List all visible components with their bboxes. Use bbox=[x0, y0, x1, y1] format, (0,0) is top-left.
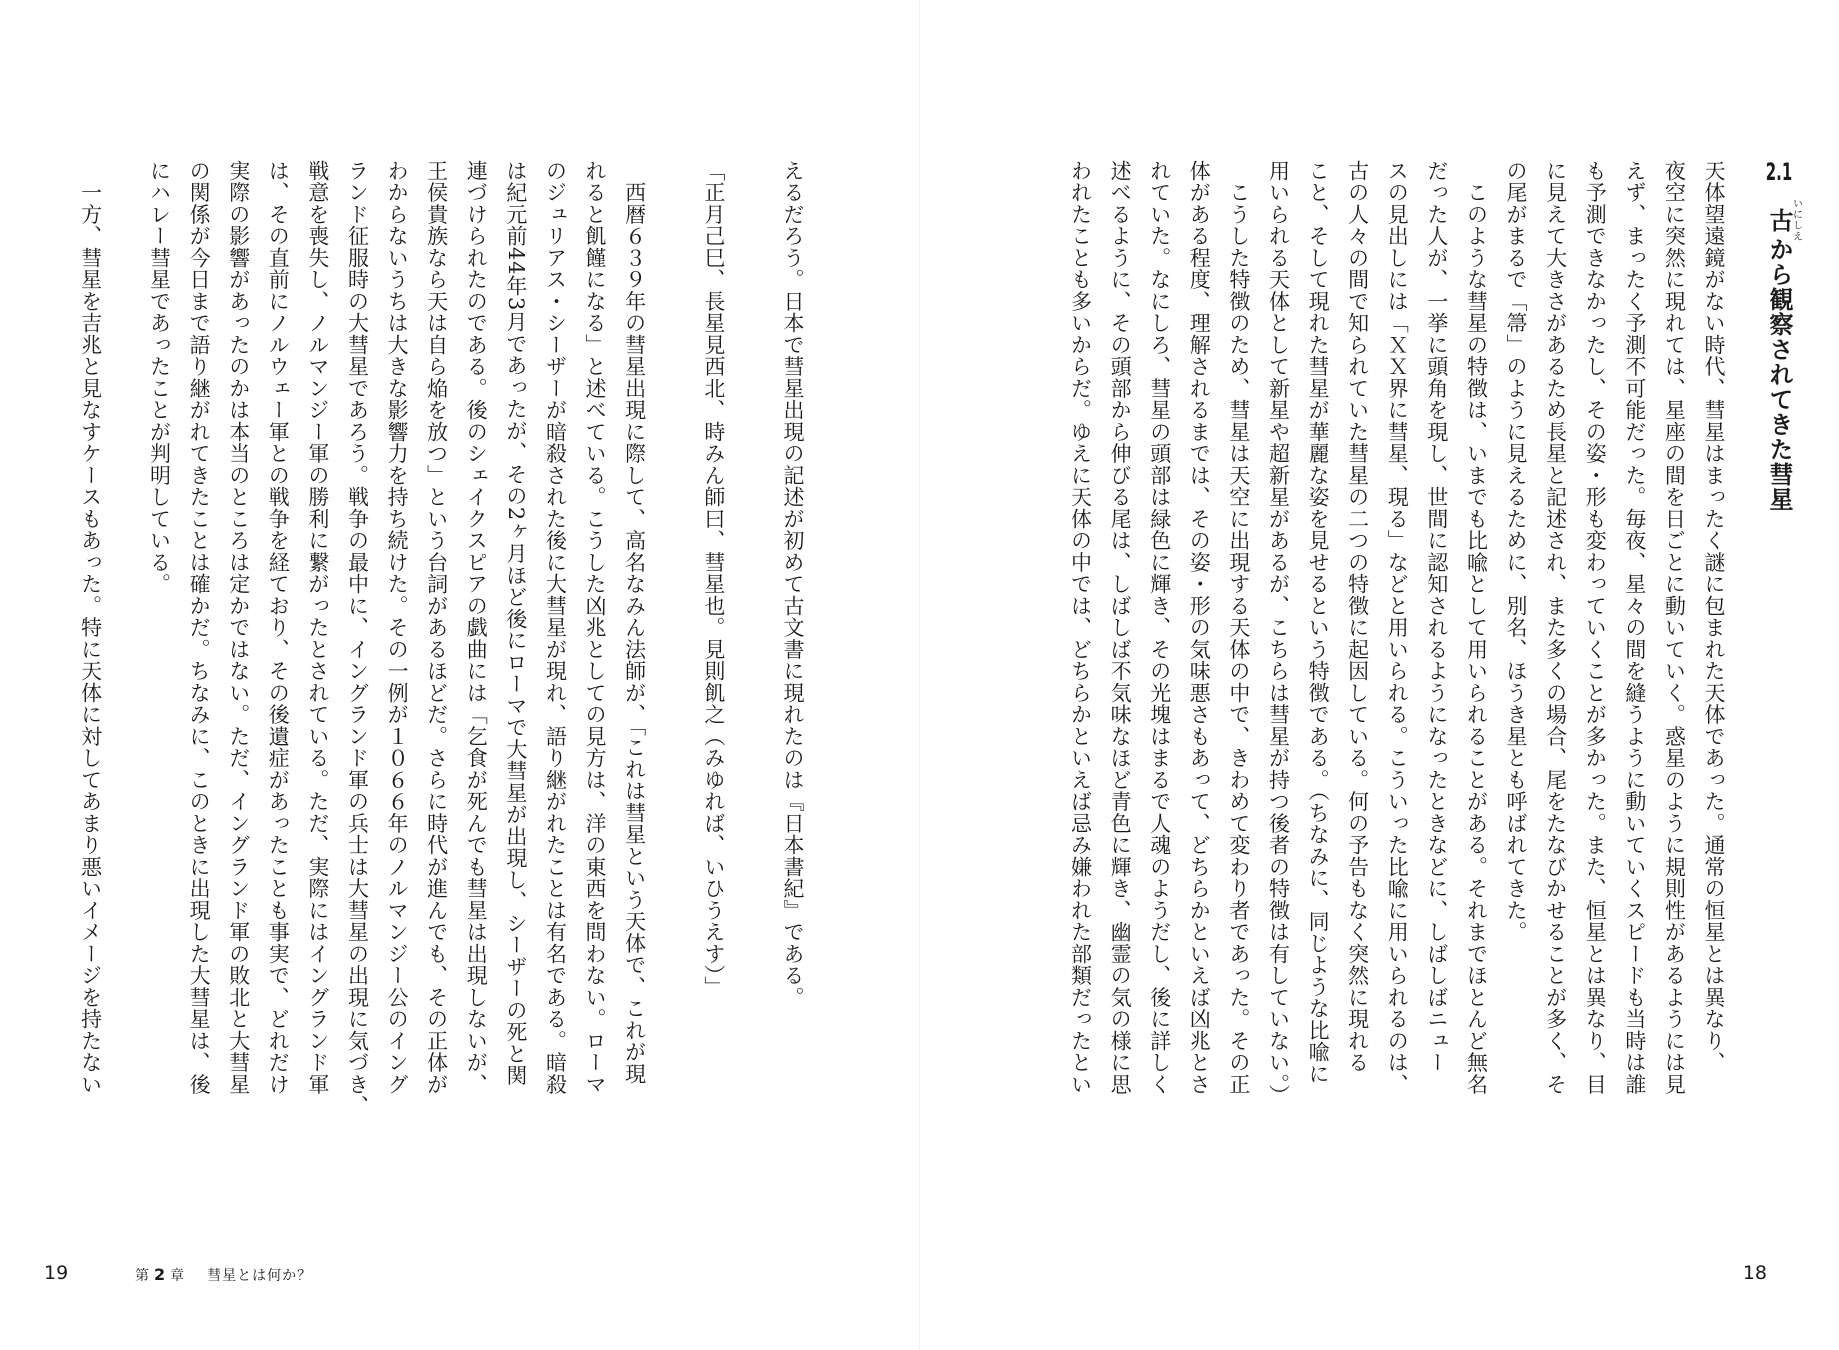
running-chapter-number: 2 bbox=[154, 1265, 167, 1284]
left-page-body: えるだろう。日本で彗星出現の記述が初めて古文書に現れたのは『日本書紀』である。 「正月己巳、長星見西北、時みん師曰、彗星也。見則飢之（みゆれば、いひうえす）」 西暦６３９年の彗星出現に際して、高名なみん法師が、「これは彗星という天体で、これが現 れると飢饉になる」と述べている。こうした凶兆としての見方は、洋の東西を問わない。ローマ のジュリアス・シーザーが暗殺された後に大彗星が現れ、語り継がれたことは有名である。暗殺 は紀元前44年3月であったが、その2ヶ月ほど後にローマで大彗星が出現し、シーザーの死と関 連づけられたのである。後のシェイクスピアの戯曲には「乞食が死んでも彗星は出現しないが、 王侯貴族なら天は自ら焔を放つ」という台詞があるほどだ。さらに時代が進んでも、その正体が わからないうちは大きな影響力を持ち続けた。その一例が１０６６年のノルマンジー公のイング ランド征服時の大彗星であろう。戦争の最中に、イングランド軍の兵士は大彗星の出現に気づき、 戦意を喪失し、ノルマンジー軍の勝利に繋がったとされている。ただ、実際にはイングランド軍 は、その直前にノルウェー軍との戦争を経ており、その後遺症があったことも事実で、どれだけ 実際の影響があったのかは本当のところは定かではない。ただ、イングランド軍の敗北と大彗星 の関係が今日まで語り継がれてきたことは確かだ。ちなみに、このときに出現した大彗星は、後 にハレー彗星であったことが判明している。 bbox=[147, 160, 805, 1117]
running-header bbox=[135, 1265, 312, 1285]
ruby-base: 古 bbox=[1765, 198, 1793, 243]
left-page-body-last-column: 一方、彗星を吉兆と見なすケースもあった。特に天体に対してあまり悪いイメージを持たない bbox=[78, 160, 103, 1096]
left-page bbox=[0, 0, 919, 1350]
section-heading bbox=[1762, 160, 1801, 1160]
running-chapter-suffix: 章 bbox=[170, 1268, 186, 1284]
right-page bbox=[920, 0, 1839, 1350]
page-number-right: 18 bbox=[1742, 1262, 1767, 1284]
section-number: 2.1 bbox=[1765, 160, 1793, 184]
ruby-text: いにしえ bbox=[1790, 198, 1802, 243]
section-heading-ruby bbox=[1765, 198, 1802, 243]
page-number-left: 19 bbox=[44, 1262, 69, 1284]
right-page-body: 天体望遠鏡がない時代、彗星はまったく謎に包まれた天体であった。通常の恒星とは異なり、 夜空に突然に現れては、星座の間を日ごとに動いていく。惑星のように規則性があるようには見 えず、まったく予測不可能だった。毎夜、星々の間を縫うように動いていくスピードも当時は誰 も予測できなかったし、その姿・形も変わっていくことが多かった。また、恒星とは異なり、目 に見えて大きさがあるため長星と記述され、また多くの場合、尾をたなびかせることが多く、そ の尾がまるで「箒」のように見えるために、別名、ほうき星とも呼ばれてきた。 このような彗星の特徴は、いまでも比喩として用いられることがある。それまでほとんど無名 だった人が、一挙に頭角を現し、世間に認知されるようになったときなどに、しばしばニュー スの見出しには「ＸＸ界に彗星、現る」などと用いられる。こういった比喩に用いられるのは、 古の人々の間で知られていた彗星の二つの特徴に起因している。何の予告もなく突然に現れる こと、そして現れた彗星が華麗な姿を見せるという特徴である。（ちなみに、同じような比喩に 用いられる天体として新星や超新星があるが、こちらは彗星が持つ後者の特徴は有していない。） こうした特徴のため、彗星は天空に出現する天体の中で、きわめて変わり者であった。その正 体がある程度、理解されるまでは、その姿・形の気味悪さもあって、どちらかといえば凶兆とさ れていた。なにしろ、彗星の頭部は緑色に輝き、その光塊はまるで人魂のようだし、後に詳しく 述べるように、その頭部から伸びる尾は、しばしば不気味なほど青色に輝き、幽霊の気の様に思 われたことも多いからだ。ゆえに天体の中では、どちらかといえば忌み嫌われた部類だったとい bbox=[1068, 160, 1726, 1107]
running-chapter-title: 彗星とは何か？ bbox=[207, 1268, 313, 1284]
section-title: から観察されてきた彗星 bbox=[1765, 237, 1793, 513]
running-chapter-prefix: 第 bbox=[135, 1268, 150, 1284]
